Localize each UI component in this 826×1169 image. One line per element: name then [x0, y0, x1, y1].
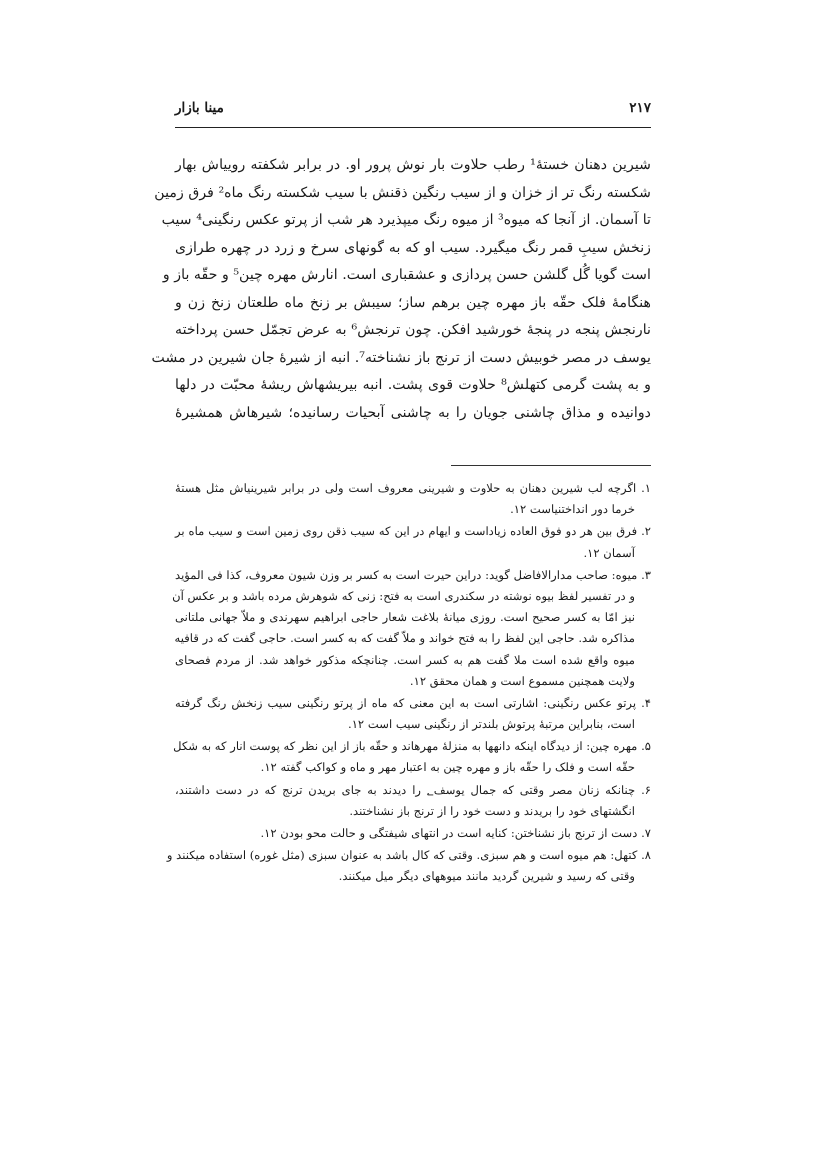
body-line: دوانیده و مذاق چاشنی جویان را به چاشنی آبحیات رسانیده؛ شیرهاش همشیرهٔ	[175, 404, 651, 421]
body-line: زنخش سیبِ قمر رنگ میگیرد. سیب او که به گونهای سرخ و زرد در چهره طرازی	[175, 239, 651, 256]
body-line: یوسف در مصر خوبیش دست از ترنج باز نشناخته⁷. انبه از شیرهٔ جان شیرین در مشت	[151, 349, 651, 366]
body-line: شیرین دهنان خستهٔ¹ رطب حلاوت بار نوش پرور او. در برابر شکفته روییاش بهار	[175, 157, 651, 173]
body-line: تا آسمان. از آنجا که میوه³ از میوه رنگ میپذیرد هر شب از پرتو عکس رنگینی⁴ سیب	[161, 212, 651, 228]
footnote-2	[175, 521, 651, 563]
page-number: ۲۱۷	[629, 100, 651, 116]
footnote-line: است، بنابراین مرتبهٔ پرتوش بلندتر از رنگینی سیب است ۱۲.	[348, 717, 635, 732]
body-line: و به پشت گرمی کتهلش⁸ حلاوت قوی پشت. انبه بیریشهاش ریشهٔ محبّت در دلها	[175, 377, 651, 393]
footnote-4	[175, 693, 651, 735]
footnote-line: ۳. میوه: صاحب مدارالافاضل گوید: دراین حیرت است به کسر بر وزن شیون معروف، کذا فی المؤید	[175, 567, 651, 582]
footnote-8	[166, 845, 651, 887]
footnote-6	[175, 780, 651, 822]
footnote-line: حقّه است و فلک را حقّه باز و مهره چین به اعتبار مهر و ماه و کواکب گفته ۱۲.	[260, 760, 635, 775]
footnotes	[166, 478, 651, 889]
footnote-5	[175, 736, 651, 778]
body-text	[151, 152, 651, 427]
footnote-separator	[451, 465, 651, 466]
footnote-line: ۸. کتهل: هم میوه است و هم سبزی. وقتی که کال باشد به عنوان سبزی (مثل غوره) استفاده میکنند و	[166, 848, 651, 863]
footnote-1	[175, 478, 651, 520]
footnote-line: خرما دور انداختنیاست ۱۲.	[510, 502, 635, 517]
footnote-line: ۱. اگرچه لب شیرین دهنان به حلاوت و شیرینی معروف است ولی در برابر شیرینیاش مثل هستهٔ	[175, 481, 651, 495]
footnote-line: ۵. مهره چین: از دیدگاه اینکه دانهها به منزلهٔ مهرهاند و حقّه باز از این نظر که پوست انار که به شکل	[173, 739, 651, 754]
header-rule	[175, 127, 651, 128]
page-header	[175, 100, 651, 122]
footnote-line: ۲. فرق بین هر دو فوق العاده زیاداست و ایهام در این که سیب ذقن روی زمین است و سیب ماه بر	[175, 524, 651, 539]
footnote-line: آسمان ۱۲.	[583, 545, 635, 560]
footnote-3	[172, 565, 651, 692]
body-line: است گویا گُل گلشن حسن پردازی و عشقباری است. انارش مهره چین⁵ و حقّه باز و	[162, 267, 651, 283]
footnote-line: ولایت همچنین مسموع است و همان محقق ۱۲.	[409, 673, 635, 688]
footnote-line: مذاکره شد. حاجی این لفظ را به فتح خواند و ملاّ گفت که به کسر است. حاجی گفت که در قافیه	[174, 631, 635, 646]
footnote-line: ۴. پرتو عکس رنگینی: اشارتی است به این معنی که ماه از پرتو رنگینی سیب زنخش رنگ گرفته	[175, 695, 651, 710]
body-line: هنگامهٔ فلک حقّه باز مهره چین برهم ساز؛ سیبش بر زنخ ماه طلعتان زنخ زن و	[175, 294, 651, 311]
footnote-line: ۷. دست از ترنج باز نشناختن: کنایه است در انتهای شیفتگی و حالت محو بودن ۱۲.	[260, 826, 651, 840]
footnote-line: انگشتهای خود را بریدند و دست خود را از ترنج باز نشناختند.	[349, 803, 635, 818]
body-line: شکسته رنگ تر از خزان و از سیب رنگین ذقنش با سیب شکسته رنگ ماه² فرق زمین	[154, 184, 651, 201]
footnote-7	[175, 823, 651, 844]
footnote-line: نیز امّا به کسر صحیح است. روزی میانهٔ بلاغت شعار حاجی ابراهیم سهرندی و ملاّ جهانی ملتانی	[175, 610, 635, 625]
running-title: مینا بازار	[175, 100, 224, 116]
footnote-line: میوه واقع شده است ملا گفت هم به کسر است. چنانچکه مذکور خواهد شد. از مردم فصحای	[175, 652, 635, 667]
body-line: نارنجش پنجه در پنجهٔ خورشید افکن. چون ترنجش⁶ به عرض تجمّل حسن پرداخته	[175, 322, 651, 338]
footnote-line: وقتی که رسید و شیرین گردید مانند میوههای دیگر میل میکنند.	[338, 869, 635, 884]
footnote-line: ۶. چنانکه زنان مصر وقتی که جمال یوسف؂ را دیدند به جای بریدن ترنج که در دست داشتند،	[175, 782, 651, 797]
footnote-line: و در تفسیر لفظ بیوه نوشته در سکندری است به فتح: زنی که شوهرش مرده باشد و بر عکس آن	[172, 588, 635, 603]
